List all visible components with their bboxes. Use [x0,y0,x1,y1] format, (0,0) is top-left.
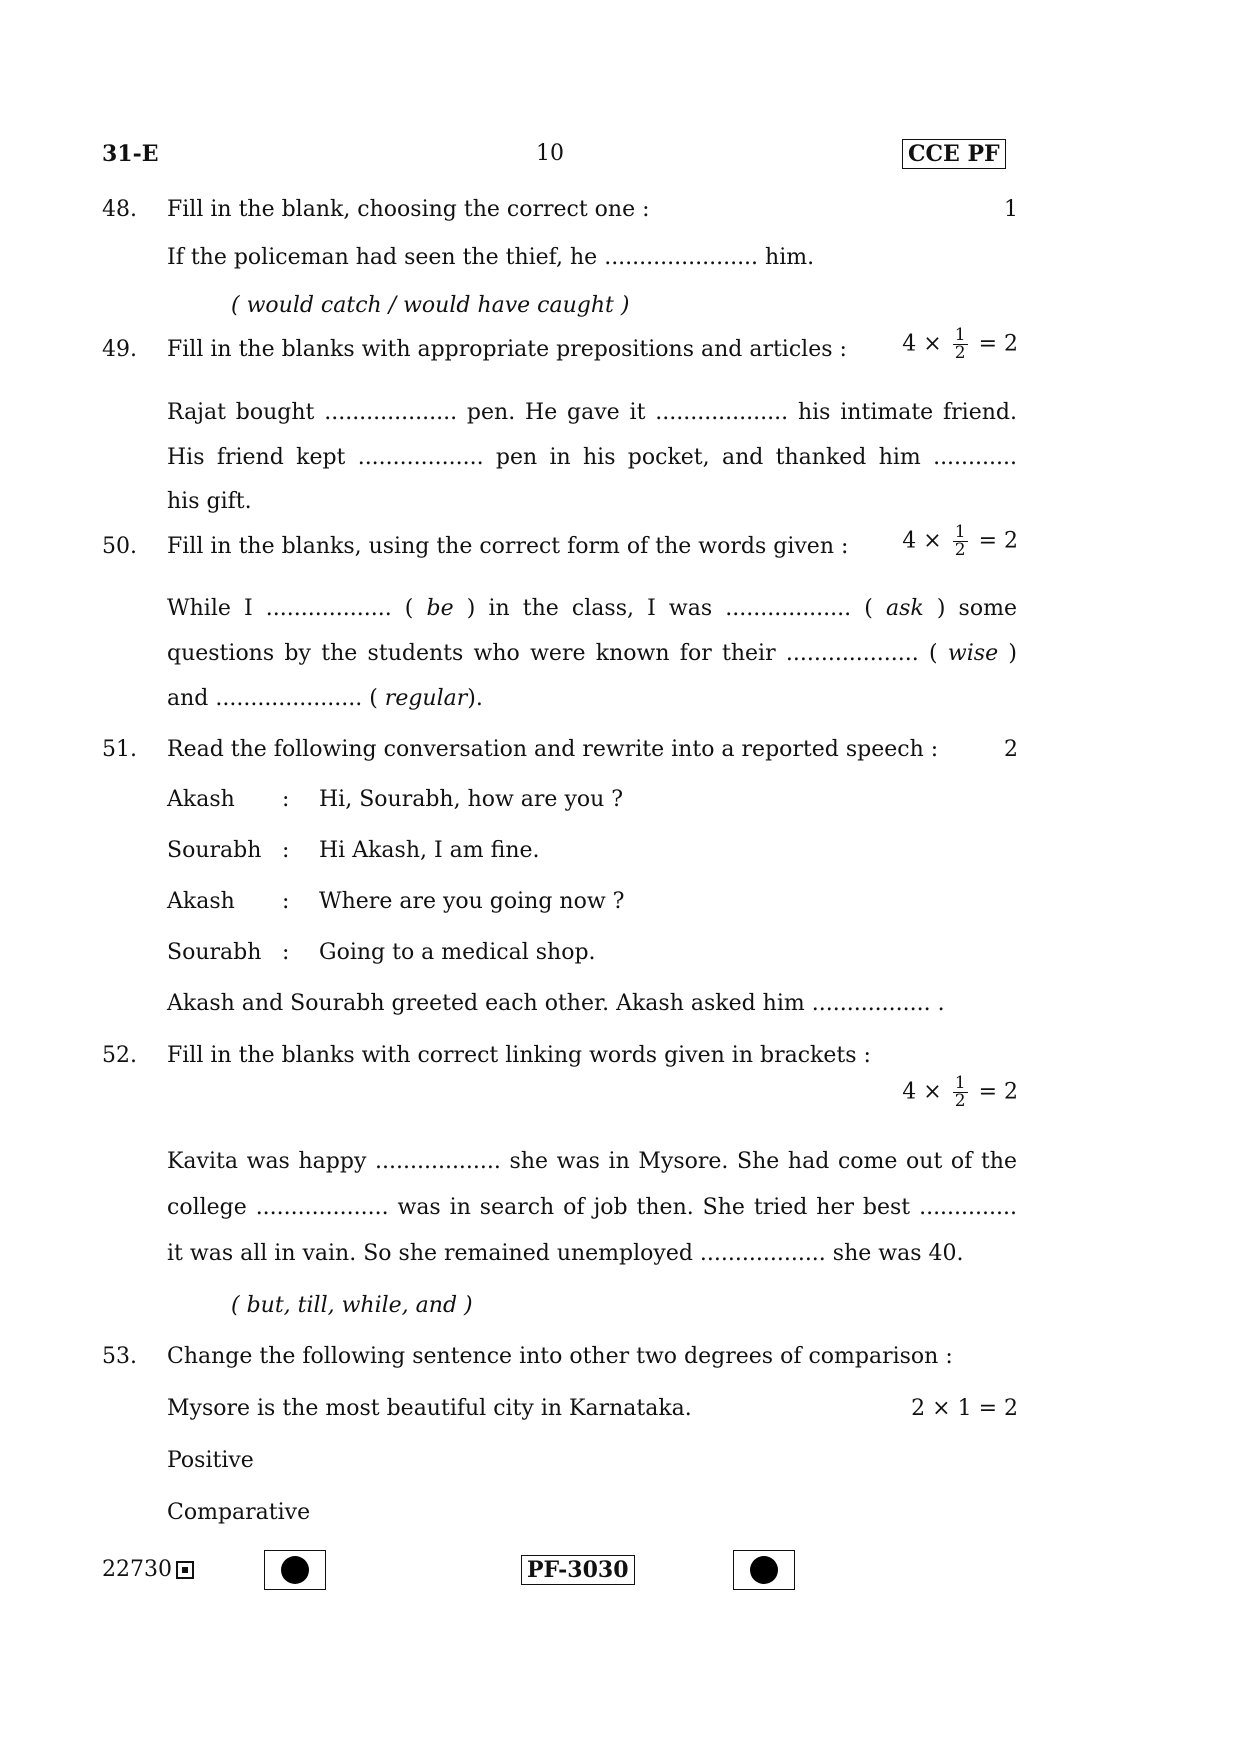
dialogue-speaker: Sourabh [167,838,262,863]
dialogue-colon: : [282,889,290,914]
question-marks: 2 × 1 = 2 [911,1396,1018,1421]
fraction-numerator: 1 [954,522,966,542]
footer-paper-code: PF-3030 [521,1555,635,1585]
footer-code [102,1557,194,1583]
text-fragment: ) some [936,596,1017,621]
question-prompt: Fill in the blanks with appropriate prepositions and articles : [167,337,847,362]
question-prompt: Fill in the blanks, using the correct form of the words given : [167,534,849,559]
text-fragment: and ..................... ( [167,686,378,711]
half-fraction [953,524,968,559]
fraction-denominator: 2 [954,1091,966,1111]
footer-code-text: 22730 [102,1557,172,1582]
question-sentence: If the policeman had seen the thief, he ...................... him. [167,245,815,270]
paper-code: 31-E [102,141,159,167]
question-prompt: Change the following sentence into other two degrees of comparison : [167,1344,953,1369]
cce-pf-badge: CCE PF [902,139,1006,169]
text-fragment: questions by the students who were known for their ................... ( [167,641,938,666]
positive-label: Positive [167,1448,254,1473]
text-fragment: ) [1008,641,1017,666]
dialogue-colon: : [282,838,290,863]
passage-line: college ................... was in search of job then. She tried her best .............. [167,1195,1017,1220]
marks-suffix: = 2 [978,1079,1018,1105]
marks-suffix: = 2 [978,331,1018,357]
question-number: 52. [102,1043,137,1068]
dialogue-speaker: Sourabh [167,940,262,965]
dialogue-speaker: Akash [167,787,235,812]
fraction-denominator: 2 [954,540,966,560]
passage-line: his gift. [167,489,252,514]
dialogue-colon: : [282,940,290,965]
answer-options: ( but, till, while, and ) [231,1293,473,1318]
given-word: be [426,596,454,621]
question-marks [902,327,1018,362]
given-word: wise [947,641,999,666]
question-prompt: Fill in the blank, choosing the correct one : [167,197,650,222]
square-marker-icon [176,1561,194,1579]
passage-line: Rajat bought ................... pen. He gave it ................... his intimate friend. [167,400,1017,425]
reported-speech-starter: Akash and Sourabh greeted each other. Akash asked him ................. . [167,991,945,1016]
question-marks [902,524,1018,559]
question-sentence: Mysore is the most beautiful city in Karnataka. [167,1396,692,1421]
registration-mark-left [264,1550,326,1590]
marks-prefix: 4 × [902,331,942,357]
registration-mark-right [733,1550,795,1590]
passage-line [167,641,1017,667]
passage-line [167,596,1017,622]
page-number: 10 [536,141,564,166]
fraction-numerator: 1 [954,1073,966,1093]
marks-prefix: 4 × [902,1079,942,1105]
half-fraction [953,327,968,362]
given-word: ask [885,596,924,621]
text-fragment: ) in the class, I was .................. ( [466,596,873,621]
half-fraction [953,1075,968,1110]
dialogue-colon: : [282,787,290,812]
question-marks: 2 [1004,737,1018,762]
question-number: 51. [102,737,137,762]
passage-line: it was all in vain. So she remained unemployed .................. she was 40. [167,1241,964,1266]
question-marks [902,1075,1018,1110]
question-number: 48. [102,197,137,222]
marks-prefix: 4 × [902,528,942,554]
dialogue-text: Hi Akash, I am fine. [319,838,540,863]
question-number: 49. [102,337,137,362]
question-number: 53. [102,1344,137,1369]
passage-line: Kavita was happy .................. she was in Mysore. She had come out of the [167,1149,1017,1174]
dialogue-text: Going to a medical shop. [319,940,596,965]
dialogue-text: Where are you going now ? [319,889,625,914]
text-fragment: While I .................. ( [167,596,414,621]
marks-suffix: = 2 [978,528,1018,554]
question-marks: 1 [1004,197,1018,222]
text-fragment: ). [467,686,483,711]
filled-circle-icon [750,1556,778,1584]
question-prompt: Read the following conversation and rewrite into a reported speech : [167,737,939,762]
fraction-denominator: 2 [954,343,966,363]
dialogue-text: Hi, Sourabh, how are you ? [319,787,624,812]
passage-line [167,686,483,712]
question-number: 50. [102,534,137,559]
answer-options: ( would catch / would have caught ) [231,293,630,318]
dialogue-speaker: Akash [167,889,235,914]
question-prompt: Fill in the blanks with correct linking words given in brackets : [167,1043,871,1068]
passage-line: His friend kept .................. pen in his pocket, and thanked him ............ [167,445,1017,470]
given-word: regular [384,686,468,711]
fraction-numerator: 1 [954,325,966,345]
filled-circle-icon [281,1556,309,1584]
comparative-label: Comparative [167,1500,311,1525]
